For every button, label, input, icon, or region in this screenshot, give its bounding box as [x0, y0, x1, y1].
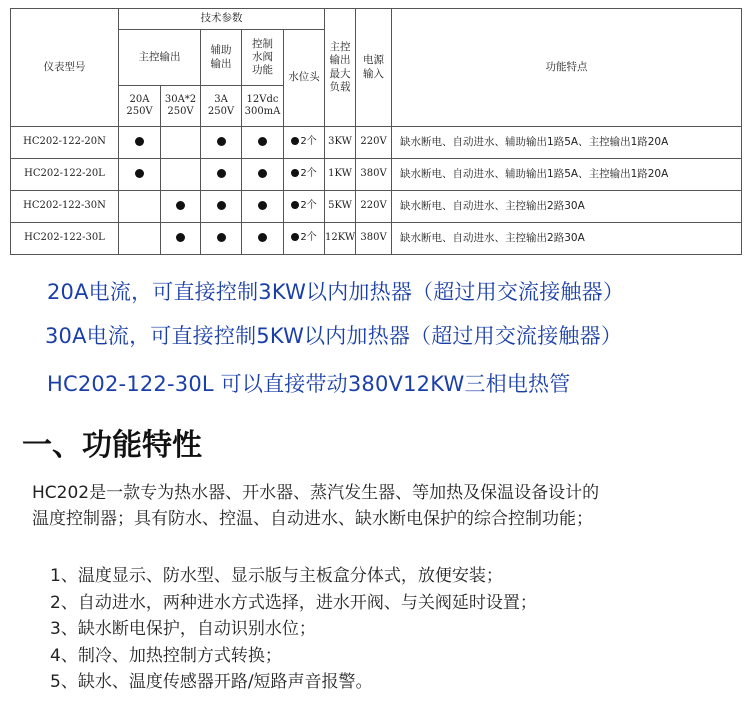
cell-20a — [119, 127, 161, 159]
header-model: 仪表型号 — [11, 9, 119, 127]
header-main-output: 主控输出 — [119, 30, 201, 86]
cell-20a — [119, 191, 161, 223]
cell-load: 12KW — [325, 223, 356, 255]
header-tech-params: 技术参数 — [119, 9, 325, 30]
cell-model: HC202-122-30L — [11, 223, 119, 255]
table-row — [11, 159, 742, 191]
cell-model: HC202-122-20N — [11, 127, 119, 159]
header-aux-output: 辅助 输出 — [201, 30, 242, 86]
header-sub-20a: 20A 250V — [119, 86, 161, 127]
cell-3a — [201, 159, 242, 191]
spec-table-body — [11, 127, 742, 255]
table-row — [11, 191, 742, 223]
cell-12v — [242, 127, 284, 159]
cell-30a — [161, 223, 201, 255]
header-water-level: 水位头 — [284, 30, 325, 127]
cell-power: 220V — [356, 127, 392, 159]
cell-load: 5KW — [325, 191, 356, 223]
cell-model: HC202-122-20L — [11, 159, 119, 191]
cell-3a — [201, 127, 242, 159]
cell-load: 1KW — [325, 159, 356, 191]
feature-item: 3、缺水断电保护，自动识别水位； — [50, 619, 316, 639]
spec-table — [10, 8, 742, 255]
filled-dot-icon — [291, 137, 299, 145]
feature-item: 2、自动进水，两种进水方式选择，进水开阀、与关阀延时设置； — [50, 592, 537, 613]
filled-dot-icon — [291, 233, 299, 241]
water-level-count: 2个 — [300, 136, 317, 148]
table-row — [11, 223, 742, 255]
cell-12v — [242, 223, 284, 255]
cell-3a — [201, 223, 242, 255]
filled-dot-icon — [291, 169, 299, 177]
header-max-load: 主控 输出 最大 负载 — [325, 9, 356, 127]
spec-table-container — [10, 8, 741, 254]
filled-dot-icon — [258, 137, 267, 146]
cell-30a — [161, 191, 201, 223]
filled-dot-icon — [135, 169, 144, 178]
filled-dot-icon — [217, 233, 226, 242]
cell-features: 缺水断电、自动进水、辅助输出1路5A、主控输出1路20A — [392, 127, 742, 159]
section-title: 一、功能特性 — [22, 428, 202, 463]
filled-dot-icon — [135, 137, 144, 146]
cell-water-level — [284, 127, 325, 159]
header-power-input: 电源 输入 — [356, 9, 392, 127]
water-level-count: 2个 — [300, 232, 317, 244]
filled-dot-icon — [217, 137, 226, 146]
cell-features: 缺水断电、自动进水、辅助输出1路5A、主控输出1路20A — [392, 159, 742, 191]
cell-12v — [242, 191, 284, 223]
header-sub-30a: 30A*2 250V — [161, 86, 201, 127]
intro-paragraph — [32, 480, 732, 532]
header-valve-control: 控制 水阀 功能 — [242, 30, 284, 86]
cell-30a — [161, 127, 201, 159]
header-sub-3a: 3A 250V — [201, 86, 242, 127]
feature-list — [50, 563, 537, 696]
cell-features: 缺水断电、自动进水、主控输出2路30A — [392, 223, 742, 255]
cell-power: 220V — [356, 191, 392, 223]
note-20a: 20A电流，可直接控制3KW以内加热器（超过用交流接触器） — [47, 280, 625, 304]
filled-dot-icon — [291, 201, 299, 209]
cell-20a — [119, 223, 161, 255]
header-features: 功能特点 — [392, 9, 742, 127]
feature-item: 1、温度显示、防水型、显示版与主板盒分体式，放便安装； — [50, 566, 503, 586]
cell-12v — [242, 159, 284, 191]
feature-item: 5、缺水、温度传感器开路/短路声音报警。 — [50, 672, 373, 692]
water-level-count: 2个 — [300, 168, 317, 180]
note-30l: HC202-122-30L 可以直接带动380V12KW三相电热管 — [47, 372, 571, 396]
cell-power: 380V — [356, 223, 392, 255]
cell-power: 380V — [356, 159, 392, 191]
note-30a: 30A电流，可直接控制5KW以内加热器（超过用交流接触器） — [45, 324, 623, 348]
filled-dot-icon — [258, 201, 267, 210]
water-level-count: 2个 — [300, 200, 317, 212]
filled-dot-icon — [258, 233, 267, 242]
feature-item: 4、制冷、加热控制方式转换； — [50, 645, 282, 666]
cell-3a — [201, 191, 242, 223]
cell-water-level — [284, 159, 325, 191]
cell-features: 缺水断电、自动进水、主控输出2路30A — [392, 191, 742, 223]
cell-30a — [161, 159, 201, 191]
filled-dot-icon — [176, 201, 185, 210]
cell-model: HC202-122-30N — [11, 191, 119, 223]
cell-water-level — [284, 223, 325, 255]
filled-dot-icon — [176, 233, 185, 242]
intro-line-1: HC202是一款专为热水器、开水器、蒸汽发生器、等加热及保温设备设计的 — [32, 483, 600, 503]
table-row — [11, 127, 742, 159]
filled-dot-icon — [217, 201, 226, 210]
cell-20a — [119, 159, 161, 191]
header-sub-12v: 12Vdc 300mA — [242, 86, 284, 127]
filled-dot-icon — [217, 169, 226, 178]
intro-line-2: 温度控制器；具有防水、控温、自动进水、缺水断电保护的综合控制功能； — [32, 509, 593, 529]
cell-load: 3KW — [325, 127, 356, 159]
filled-dot-icon — [258, 169, 267, 178]
cell-water-level — [284, 191, 325, 223]
